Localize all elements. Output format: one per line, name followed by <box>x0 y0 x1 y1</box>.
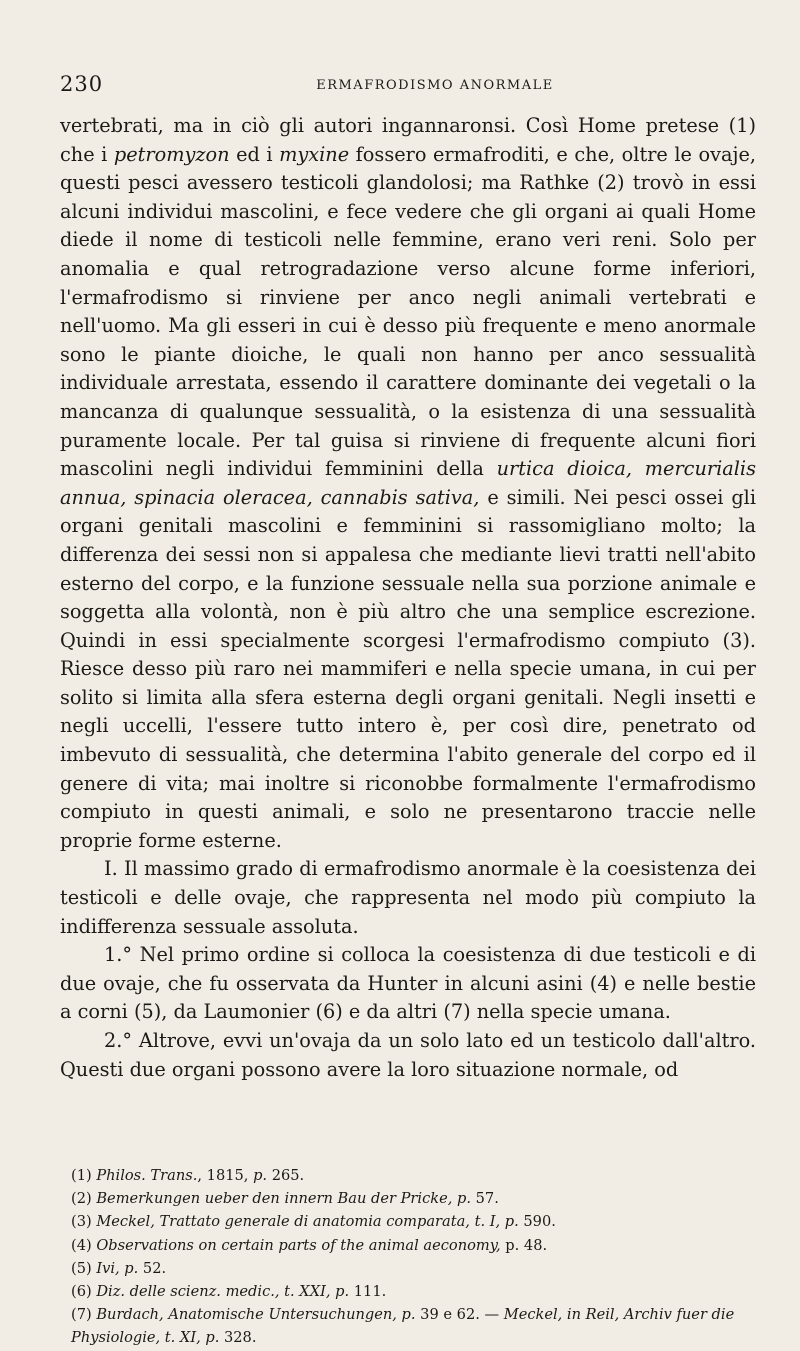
footnotes <box>60 1164 756 1350</box>
paragraph-4: 2.° Altrove, evvi un'ovaja da un solo lato ed un testicolo dall'altro. Questi due organi possono avere la loro situazione normale, od <box>60 1029 756 1081</box>
footnote-citation: Philos. Trans. <box>96 1167 198 1184</box>
footnote-text: 590. <box>518 1213 556 1231</box>
footnote-7 <box>60 1303 756 1349</box>
footnote-mark: (7) <box>71 1306 92 1324</box>
running-title: ERMAFRODISMO ANORMALE <box>316 78 554 93</box>
footnote-mark: (2) <box>71 1190 92 1208</box>
footnote-citation: Observations on certain parts of the animal aeconomy, <box>96 1236 501 1254</box>
footnote-citation: Ivi, p. <box>96 1259 139 1277</box>
text-run: ed i <box>229 142 280 166</box>
paragraph-1 <box>60 112 756 855</box>
text-run: fossero ermafroditi, e che, oltre le ovaje, questi pesci avessero testicoli glandolosi; ma Rathke (2) trovò in essi alcuni individui mascolini, e fece vedere che gli organi ai quali Home diede il nome di testicoli nelle femmine, erano veri reni. Solo per anomalia e qual retrogradazione verso alcune forme inferiori, l'ermafrodismo si rinviene per anco negli animali vertebrati e nell'uomo. Ma gli esseri in cui è desso più frequente e meno anormale sono le piante dioiche, le quali non hanno per anco sessualità individuale arrestata, essendo il carattere dominante dei vegetali o la mancanza di qualunque sessualità, o la esistenza di una sessualità puramente locale. Per tal guisa si rinviene di frequente alcuni fiori mascolini negli individui femminini della <box>60 142 756 481</box>
paragraph-2: I. Il massimo grado di ermafrodismo anormale è la coesistenza dei testicoli e delle ovaje, che rappresenta nel modo più compiuto la indifferenza sessuale assoluta. <box>60 857 756 938</box>
footnote-text: 111. <box>349 1283 387 1301</box>
footnote-text: 57. <box>471 1190 499 1208</box>
footnote-2 <box>60 1187 756 1210</box>
main-text <box>60 112 756 1084</box>
footnote-text: p. 48. <box>500 1236 548 1254</box>
footnote-text: , 1815, <box>197 1167 254 1184</box>
footnote-citation: Meckel, Trattato generale di anatomia comparata, t. I, p. <box>96 1213 519 1231</box>
italic-term: petromyzon <box>113 142 230 166</box>
italic-term: myxine <box>279 142 350 166</box>
footnote-mark: (5) <box>71 1259 92 1277</box>
footnote-5 <box>60 1257 756 1280</box>
footnote-text: 39 e 62. — <box>415 1306 504 1324</box>
footnote-1 <box>60 1164 756 1187</box>
footnote-citation: Diz. delle scienz. medic., t. XXI, p. <box>96 1283 350 1301</box>
footnote-text: 328. <box>219 1329 257 1347</box>
footnote-4 <box>60 1234 756 1257</box>
footnote-mark: (1) <box>71 1167 92 1184</box>
footnote-mark: (4) <box>71 1236 92 1254</box>
italic-species-list: urtica dioica, mercurialis annua, spinacia oleracea, cannabis sativa, <box>60 457 756 509</box>
text-run: vertebrati, ma in ciò gli autori ingannaronsi. Così Home pretese (1) che i <box>60 114 756 166</box>
text-run: e simili. Nei pesci ossei gli organi genitali mascolini e femminini si rassomigliano molto; la differenza dei sessi non si appalesa che mediante lievi tratti nell'abito esterno del corpo, e la funzione sessuale nella sua porzione animale e soggetta alla volontà, non è più altro che una semplice escrezione. Quindi in essi specialmente scorgesi l'ermafrodismo compiuto (3). Riesce desso più raro nei mammiferi e nella specie umana, in cui per solito si limita alla sfera esterna degli organi genitali. Negli insetti e negli uccelli, l'essere tutto intero è, per così dire, penetrato od imbevuto di sessualità, che determina l'abito generale del corpo ed il genere di vita; mai inoltre si riconobbe formalmente l'ermafrodismo compiuto in questi animali, e solo ne presentarono traccie nelle proprie forme esterne. <box>60 485 757 852</box>
footnote-mark: (6) <box>71 1283 92 1301</box>
footnote-mark: (3) <box>71 1213 92 1231</box>
footnote-text: 265. <box>267 1167 305 1184</box>
footnote-6 <box>60 1280 756 1303</box>
footnote-text: 52. <box>138 1259 167 1277</box>
page-number: 230 <box>60 72 104 96</box>
footnote-citation: p. <box>253 1167 268 1184</box>
footnote-citation: Meckel, in Reil, Archiv fuer die Physiologie, t. XI, p. <box>71 1306 735 1347</box>
paragraph-3: 1.° Nel primo ordine si colloca la coesistenza di due testicoli e di due ovaje, che fu osservata da Hunter in alcuni asini (4) e nelle bestie a corni (5), da Laumonier (6) e da altri (7) nella specie umana. <box>60 943 756 1024</box>
footnote-citation: Bemerkungen ueber den innern Bau der Pricke, p. <box>96 1190 471 1208</box>
footnote-3 <box>60 1210 756 1233</box>
footnote-citation: Burdach, Anatomische Untersuchungen, p. <box>96 1306 416 1324</box>
